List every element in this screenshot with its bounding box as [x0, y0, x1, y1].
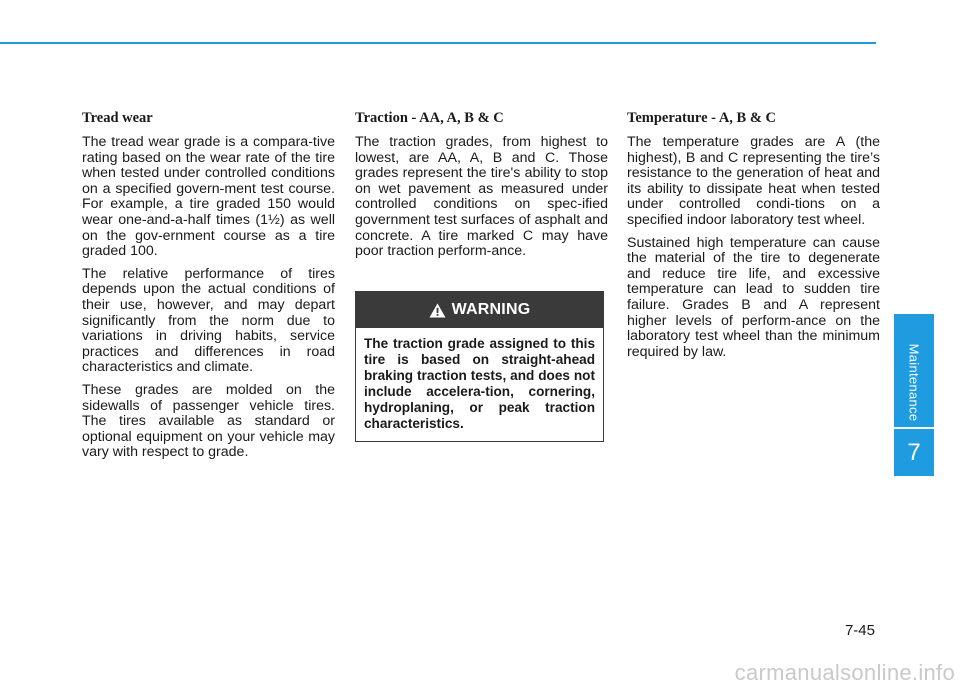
section-heading-tread-wear: Tread wear — [82, 110, 153, 126]
warning-header — [356, 292, 603, 328]
chapter-title: Maintenance — [906, 343, 922, 421]
paragraph: The traction grades, from highest to lowest, are AA, A, B and C. Those grades represent the tire's ability to stop on wet pavement as measured under controlled conditions on spec-ified government test surfaces of asphalt and concrete. A tire marked C may have poor traction perform-ance. — [355, 134, 608, 260]
page-number: 7-45 — [844, 622, 875, 639]
paragraph: The temperature grades are A (the highest), B and C representing the tire’s resistance to the generation of heat and its ability to dissipate heat when tested under controlled condi-tions on a specified indoor laboratory test wheel. — [627, 134, 880, 228]
section-heading-traction: Traction - AA, A, B & C — [355, 110, 504, 126]
column-traction — [355, 110, 608, 267]
warning-text: The traction grade assigned to this tire is based on straight-ahead braking traction tests, and does not include accelera-tion, cornering, hydroplaning, or peak traction characteristics. — [364, 336, 595, 431]
chapter-number: 7 — [894, 427, 934, 476]
column-temperature — [627, 110, 880, 367]
warning-title: WARNING — [451, 301, 531, 318]
watermark-text: carmanualsonline.info — [734, 660, 955, 685]
paragraph: The relative performance of tires depends upon the actual conditions of their use, however, and may depart significantly from the norm due to variations in driving habits, service practices and differences in road characteristics and climate. — [82, 265, 335, 376]
column-tread-wear — [82, 110, 335, 468]
warning-box — [355, 291, 604, 442]
section-heading-temperature: Temperature - A, B & C — [627, 110, 777, 126]
chapter-side-label — [894, 337, 934, 427]
paragraph: Sustained high temperature can cause the material of the tire to degenerate and reduce tire life, and excessive temperature can lead to sudden tire failure. Grades B and A represent higher levels of perform-ance on the laboratory test wheel than the minimum required by law. — [627, 234, 880, 360]
paragraph: These grades are molded on the sidewalls of passenger vehicle tires. The tires available as standard or optional equipment on your vehicle may vary with respect to grade. — [82, 381, 335, 461]
paragraph: The tread wear grade is a compara-tive rating based on the wear rate of the tire when tested under controlled conditions on a specified govern-ment test course. For example, a tire graded 150 would wear one-and-a-half times (1½) as well on the gov-ernment course as a tire graded 100. — [82, 134, 335, 260]
warning-triangle-icon — [429, 303, 446, 318]
header-rule — [0, 42, 876, 44]
